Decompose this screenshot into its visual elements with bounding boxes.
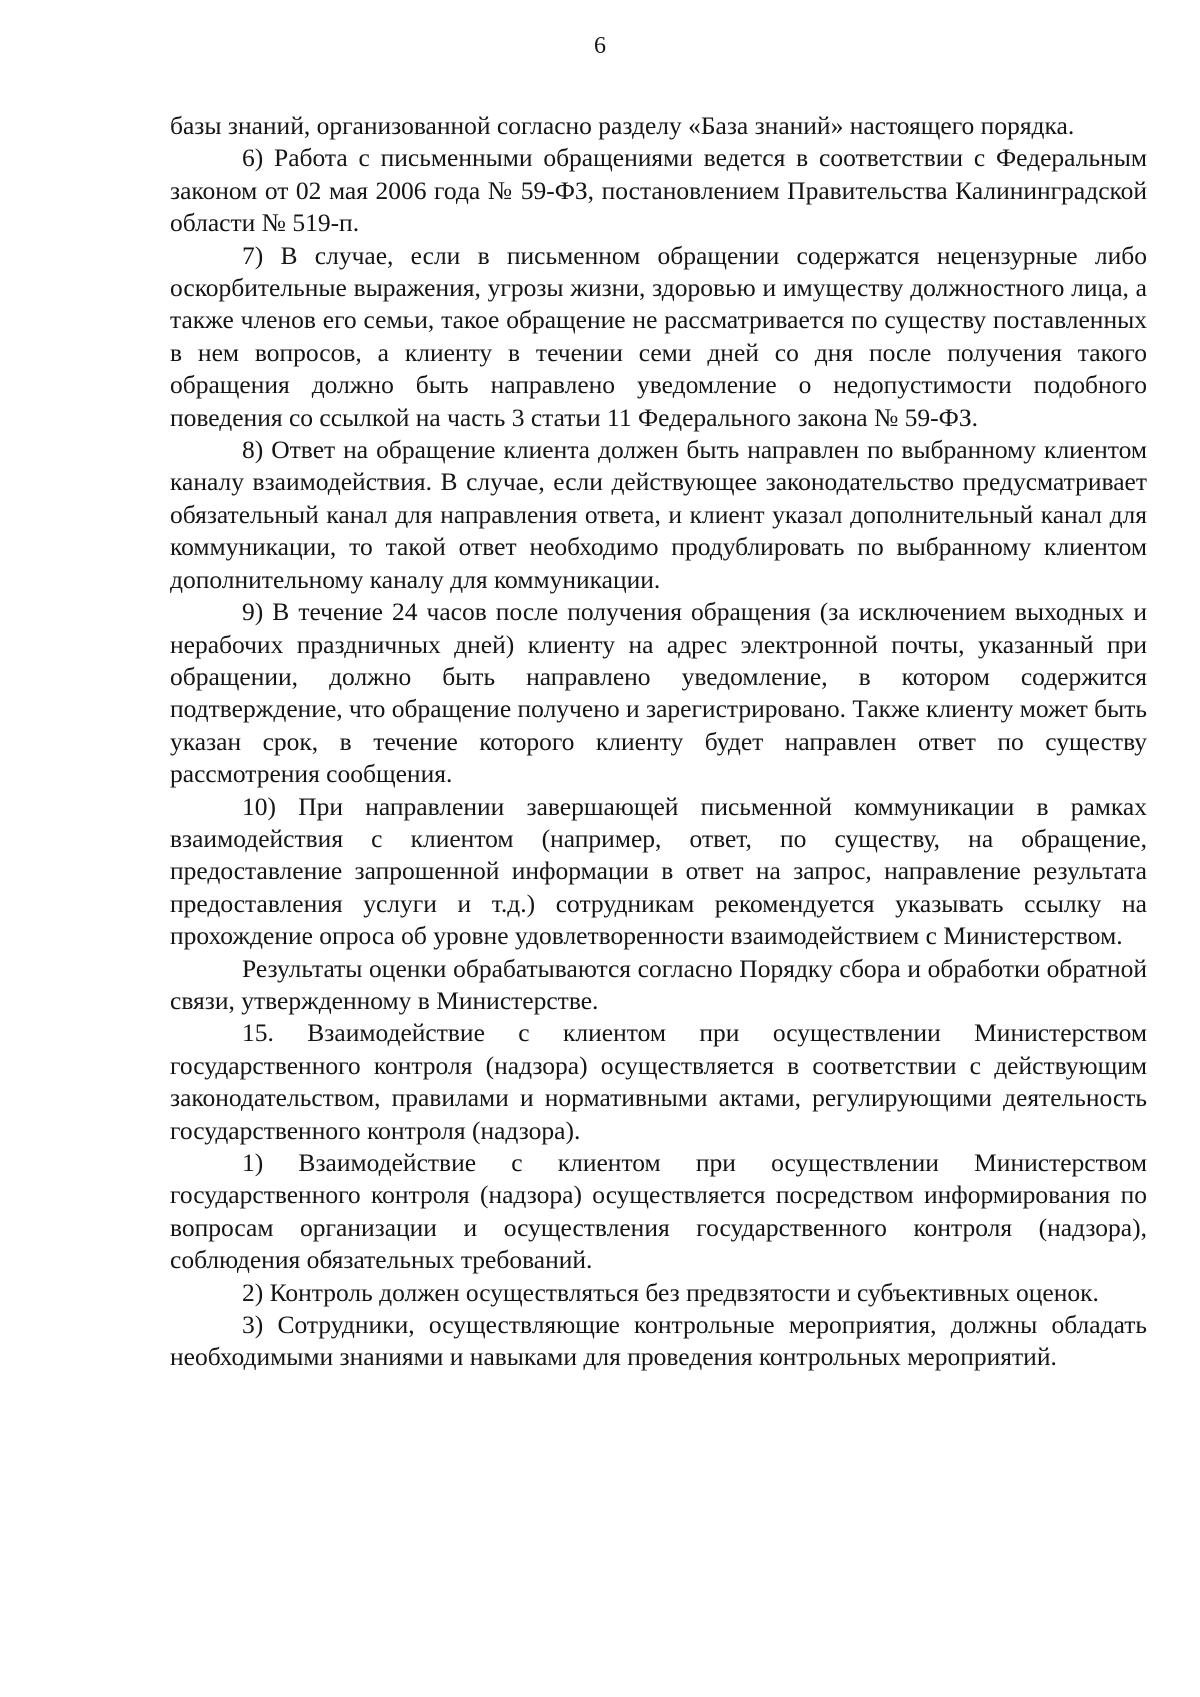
paragraph-section-15-item-2: 2) Контроль должен осуществляться без предвзятости и субъективных оценок. bbox=[242, 1277, 1099, 1307]
paragraph-item-6: 6) Работа с письменными обращениями ведется в соответствии с Федеральным законом от 02 мая 2006 года № 59-ФЗ, постановлением Правительства Калининградской области № 519-п. bbox=[170, 143, 1147, 238]
paragraph-item-10: 10) При направлении завершающей письменной коммуникации в рамках взаимодействия с клиентом (например, ответ, по существу, на обращение, предоставление запрошенной информации в ответ на запрос, направление результата предоставления услуги и т.д.) сотрудникам рекомендуется указывать ссылку на прохождение опроса об уровне удовлетворенности взаимодействием с Министерством. bbox=[170, 791, 1147, 951]
paragraph-evaluation-results: Результаты оценки обрабатываются согласно Порядку сбора и обработки обратной связи, утвержденному в Министерстве. bbox=[170, 953, 1147, 1015]
paragraph-item-8: 8) Ответ на обращение клиента должен быть направлен по выбранному клиентом каналу взаимодействия. В случае, если действующее законодательство предусматривает обязательный канал для направления ответа, и клиент указал дополнительный канал для коммуникации, то такой ответ необходимо продублировать по выбранному клиентом дополнительному каналу для коммуникации. bbox=[170, 435, 1147, 594]
page-number: 6 bbox=[594, 33, 606, 59]
paragraph-section-15: 15. Взаимодействие с клиентом при осуществлении Министерством государственного контроля (надзора) осуществляется в соответствии с действующим законодательством, правилами и нормативными актами, регулирующими деятельность государственного контроля (надзора). bbox=[170, 1018, 1147, 1145]
paragraph-item-9: 9) В течение 24 часов после получения обращения (за исключением выходных и нерабочих праздничных дней) клиенту на адрес электронной почты, указанный при обращении, должно быть направлено уведомление, в котором содержится подтверждение, что обращение получено и зарегистрировано. Также клиенту может быть указан срок, в течение которого клиенту будет направлен ответ по существу рассмотрения сообщения. bbox=[170, 597, 1147, 789]
paragraph-knowledge-base-continuation: базы знаний, организованной согласно разделу «База знаний» настоящего порядка. bbox=[170, 111, 1075, 140]
document-body bbox=[170, 110, 1147, 1374]
paragraph-section-15-item-1: 1) Взаимодействие с клиентом при осуществлении Министерством государственного контроля (надзора) осуществляется посредством информирования по вопросам организации и осуществления государственного контроля (надзора), соблюдения обязательных требований. bbox=[170, 1148, 1147, 1275]
paragraph-section-15-item-3: 3) Сотрудники, осуществляющие контрольные мероприятия, должны обладать необходимыми знаниями и навыками для проведения контрольных мероприятий. bbox=[170, 1310, 1147, 1372]
paragraph-item-7: 7) В случае, если в письменном обращении содержатся нецензурные либо оскорбительные выражения, угрозы жизни, здоровью и имуществу должностного лица, а также членов его семьи, такое обращение не рассматривается по существу поставленных в нем вопросов, а клиенту в течении семи дней со дня после получения такого обращения должно быть направлено уведомление о недопустимости подобного поведения со ссылкой на часть 3 статьи 11 Федерального закона № 59-ФЗ. bbox=[170, 240, 1147, 432]
